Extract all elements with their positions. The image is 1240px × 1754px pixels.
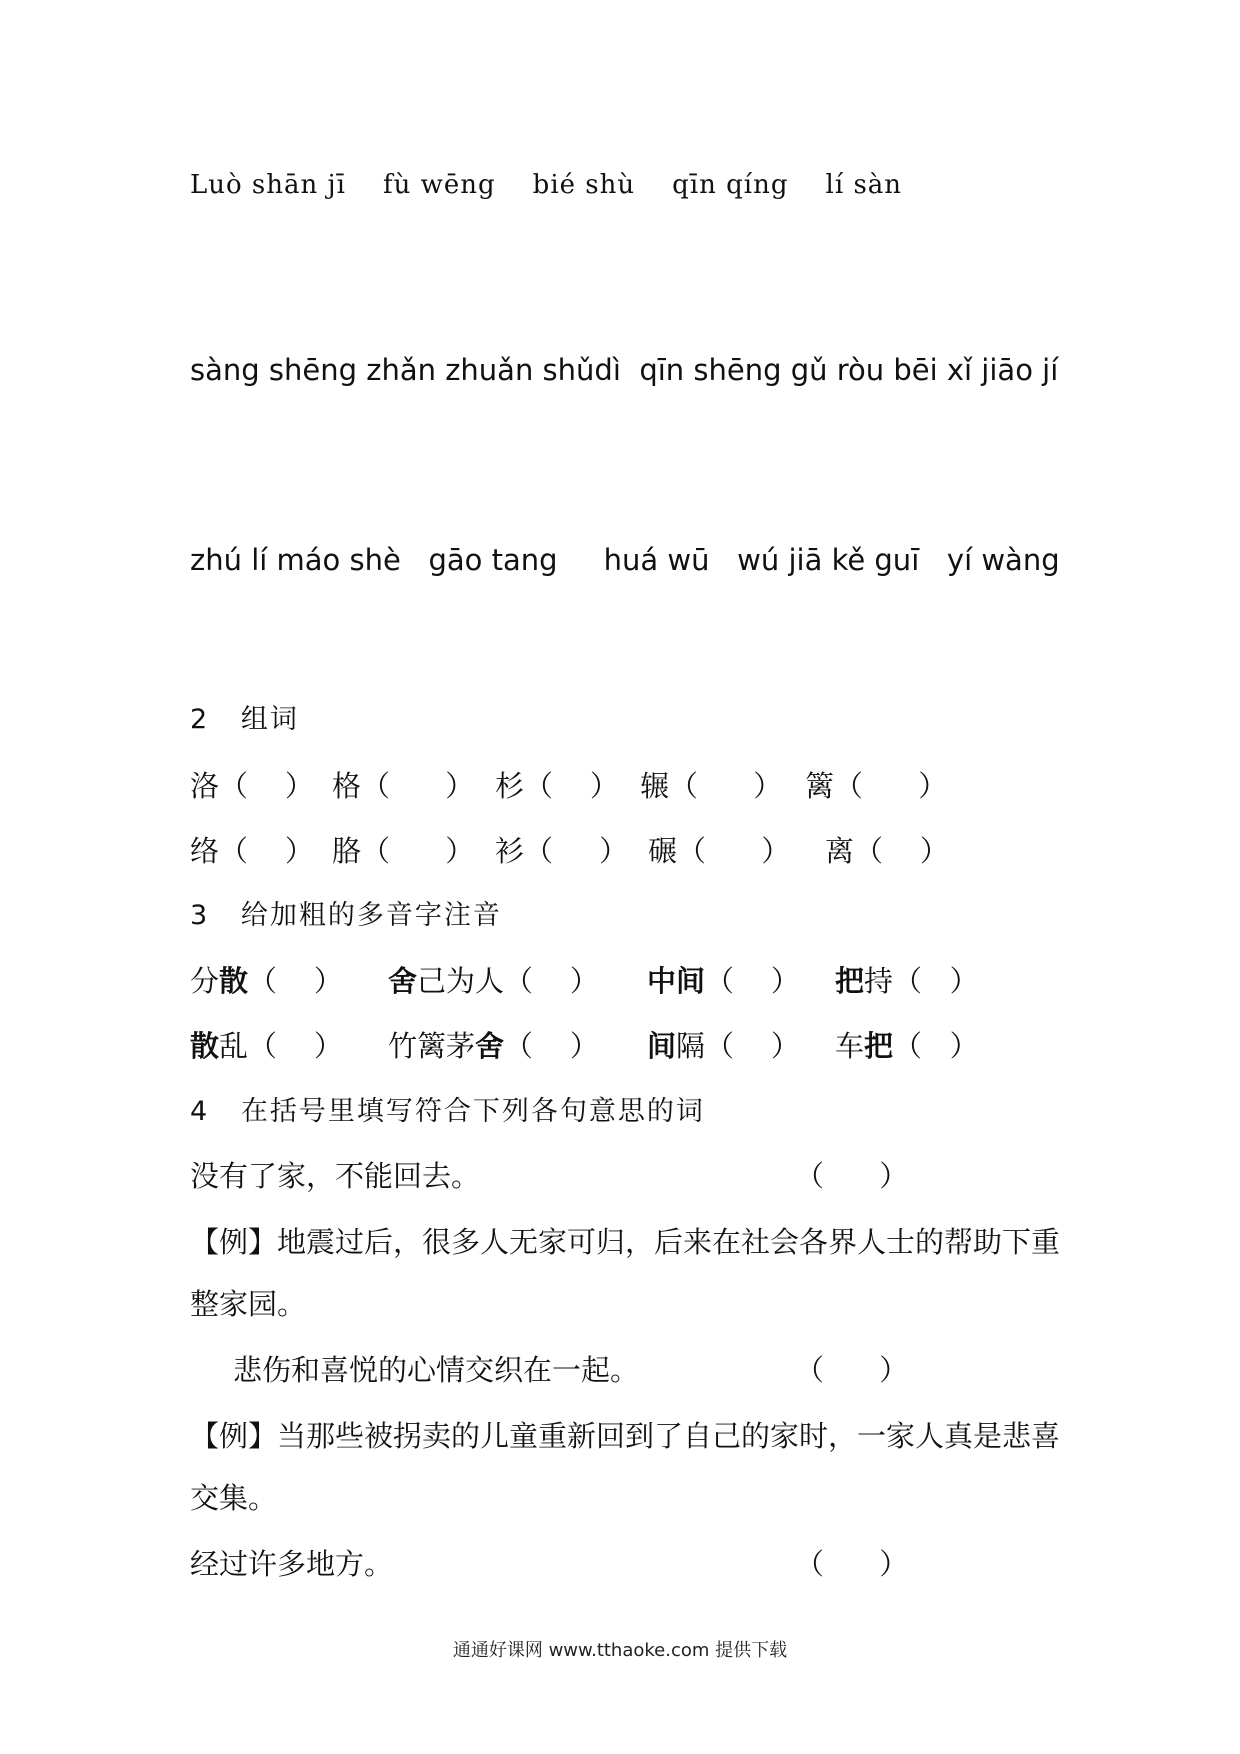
- example-1-line-2: 整家园。: [190, 1287, 307, 1321]
- answer-blank-2: （ ）: [795, 1353, 909, 1387]
- polyphone-item: 中间（ ）: [647, 964, 800, 998]
- answer-blank-1: （ ）: [795, 1159, 909, 1193]
- polyphone-item: 分散（ ）: [190, 964, 343, 998]
- polyphone-item: 散乱（ ）: [190, 1029, 343, 1063]
- answer-blank-3: （ ）: [795, 1547, 909, 1581]
- example-tag: 【例】: [190, 1419, 278, 1453]
- word-item: 胳（ ）: [332, 834, 475, 868]
- polyphone-item: 间隔（ ）: [647, 1029, 800, 1063]
- pinyin-line-2: sàng shēng zhǎn zhuǎn shǔdì qīn shēng gǔ ròu bēi xǐ jiāo jí: [190, 353, 1059, 387]
- word-item: 离（ ）: [825, 834, 949, 868]
- example-2-line-2: 交集。: [190, 1481, 278, 1515]
- word-item: 辗（ ）: [640, 769, 783, 803]
- word-item: 衫（ ）: [495, 834, 629, 868]
- word-item: 洛（ ）: [190, 769, 314, 803]
- question-2: 悲伤和喜悦的心情交织在一起。: [233, 1353, 640, 1387]
- example-tag: 【例】: [190, 1225, 278, 1259]
- example-1-line-1: 【例】地震过后，很多人无家可归，后来在社会各界人士的帮助下重: [190, 1225, 1061, 1259]
- example-2-line-1: 【例】当那些被拐卖的儿童重新回到了自己的家时，一家人真是悲喜: [190, 1419, 1061, 1453]
- word-item: 杉（ ）: [495, 769, 619, 803]
- pinyin-line-3: zhú lí máo shè gāo tang huá wū wú jiā kě guī yí wàng: [190, 543, 1060, 577]
- polyphone-item: 竹篱茅舍（ ）: [388, 1029, 599, 1063]
- word-item: 碾（ ）: [648, 834, 791, 868]
- polyphone-item: 舍己为人（ ）: [388, 964, 599, 998]
- word-item: 篱（ ）: [805, 769, 948, 803]
- section-2-title: 2 组词: [190, 704, 299, 735]
- section-4-title: 4 在括号里填写符合下列各句意思的词: [190, 1096, 705, 1127]
- word-item: 络（ ）: [190, 834, 314, 868]
- question-3: 经过许多地方。: [190, 1547, 394, 1581]
- pinyin-line-1: Luò shān jī fù wēng bié shù qīn qíng lí sàn: [190, 170, 903, 200]
- polyphone-item: 车把（ ）: [835, 1029, 979, 1063]
- section-3-title: 3 给加粗的多音字注音: [190, 900, 502, 931]
- page-footer: 通通好课网 www.tthaoke.com 提供下载: [452, 1640, 788, 1661]
- question-1: 没有了家，不能回去。: [190, 1159, 481, 1193]
- polyphone-item: 把持（ ）: [835, 964, 979, 998]
- word-item: 格（ ）: [332, 769, 475, 803]
